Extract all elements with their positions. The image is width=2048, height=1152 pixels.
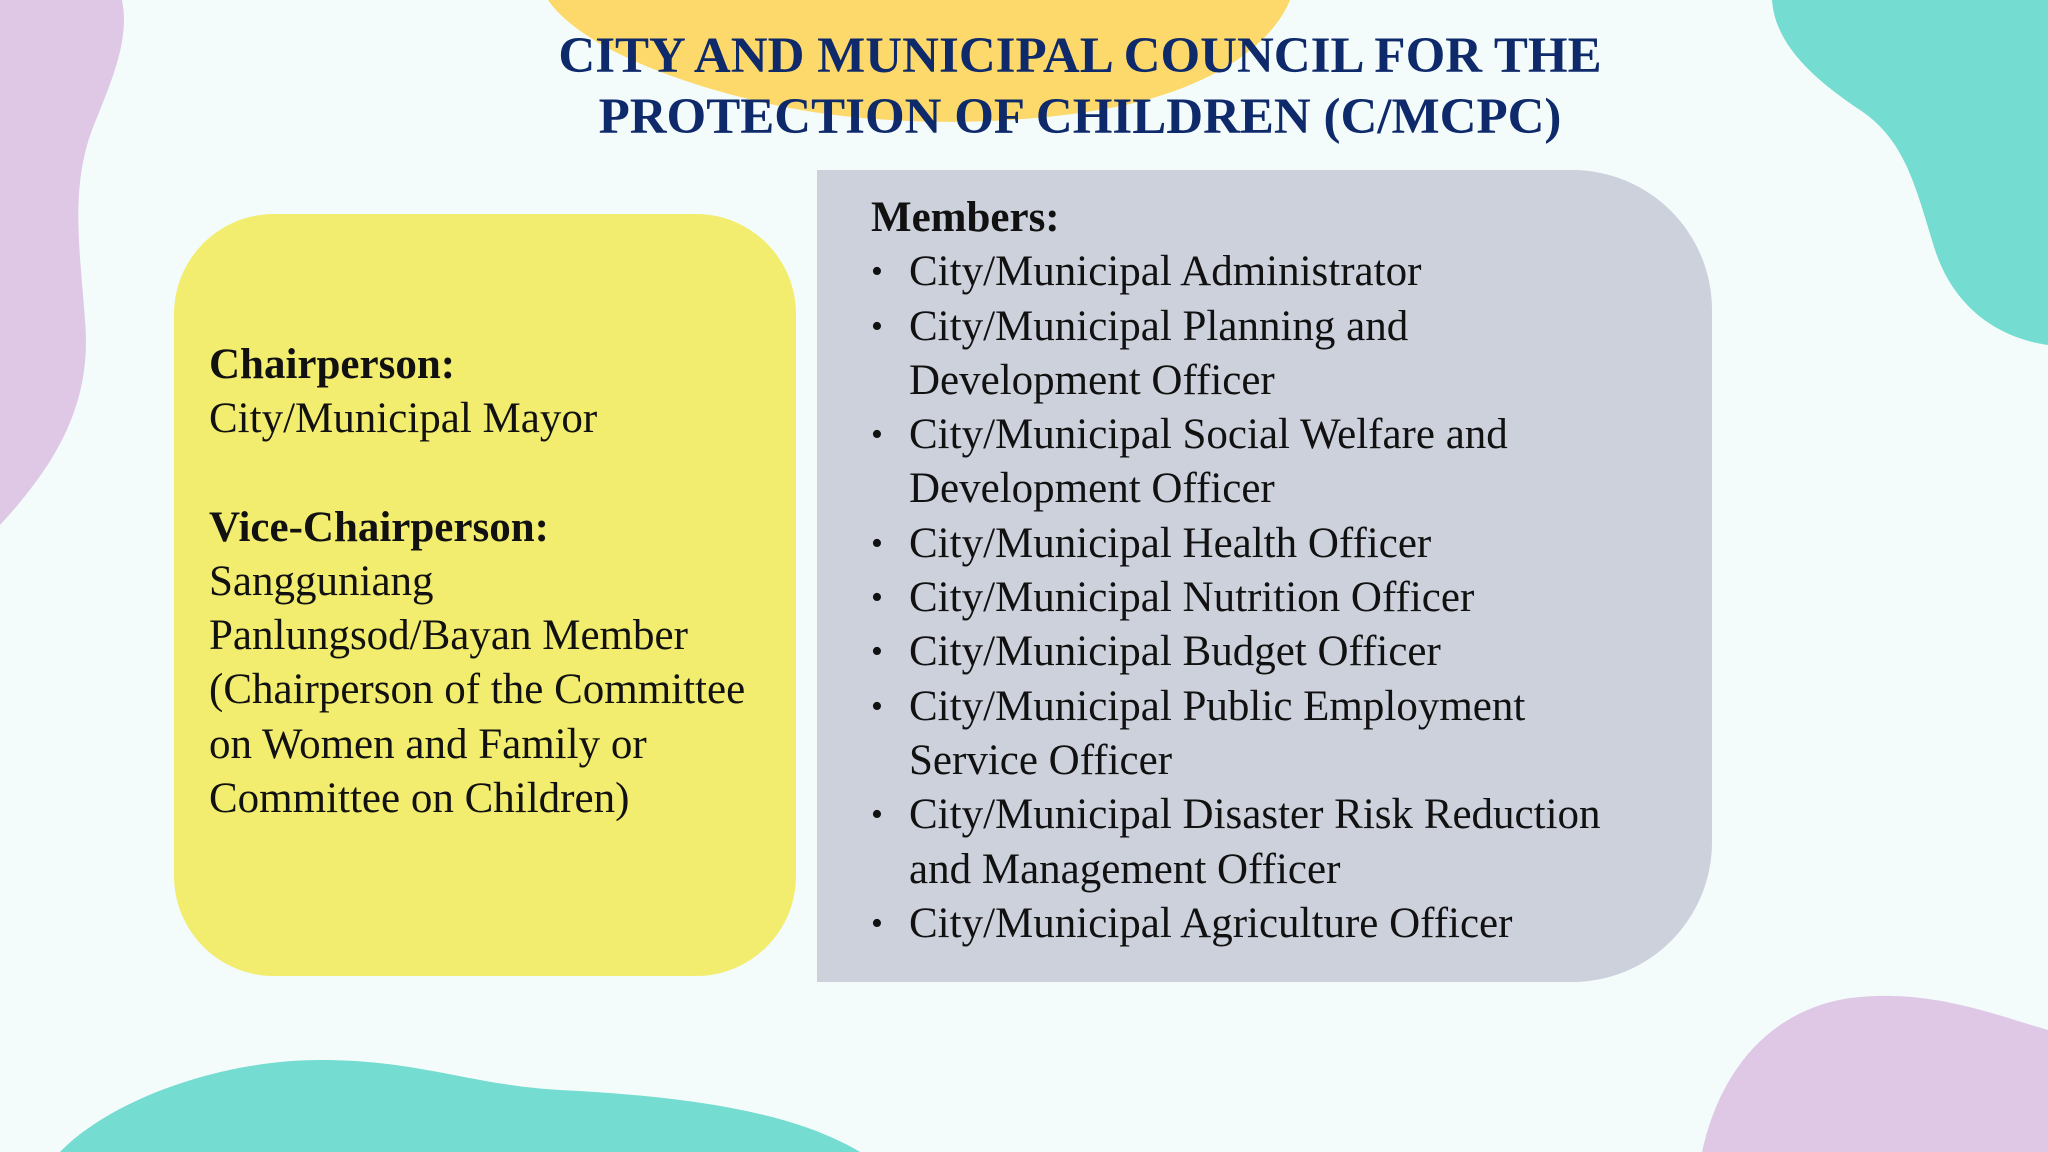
bullet-icon: •	[871, 524, 883, 562]
bullet-icon: •	[871, 687, 883, 725]
vice-chairperson-line: Committee on Children)	[209, 775, 630, 823]
vice-chairperson-label: Vice-Chairperson:	[209, 503, 549, 551]
bullet-icon: •	[871, 904, 883, 942]
list-item	[871, 680, 1909, 789]
list-item	[871, 897, 1909, 951]
member-line: City/Municipal Nutrition Officer	[909, 574, 1475, 622]
members-card	[817, 170, 1712, 982]
member-line: City/Municipal Budget Officer	[909, 628, 1441, 676]
bullet-icon: •	[871, 416, 883, 454]
lavender-blob-bottom-right	[1702, 996, 2048, 1152]
list-item	[871, 300, 1909, 409]
list-item	[871, 408, 1909, 517]
member-line: City/Municipal Health Officer	[909, 519, 1432, 567]
member-line: City/Municipal Planning and	[909, 302, 1409, 350]
member-line: Service Officer	[909, 736, 1173, 784]
spacer	[209, 447, 796, 501]
chairperson-card	[174, 214, 796, 976]
vice-chairperson-line: Panlungsod/Bayan Member	[209, 612, 688, 660]
vice-chairperson-line: (Chairperson of the Committee	[209, 666, 746, 714]
bullet-icon: •	[871, 307, 883, 345]
list-item	[871, 571, 1909, 625]
vice-chairperson-line: on Women and Family or	[209, 720, 647, 768]
chairperson-label: Chairperson:	[209, 341, 456, 388]
list-item	[871, 245, 1909, 299]
members-label: Members:	[871, 194, 1060, 241]
title-line-2: PROTECTION OF CHILDREN (C/MCPC)	[598, 89, 1562, 145]
lavender-blob-left	[0, 0, 124, 525]
title-line-1: CITY AND MUNICIPAL COUNCIL FOR THE	[558, 28, 1602, 84]
member-line: City/Municipal Public Employment	[909, 682, 1526, 730]
members-list	[871, 245, 1712, 951]
member-line: City/Municipal Disaster Risk Reduction	[909, 791, 1601, 839]
member-line: City/Municipal Social Welfare and	[909, 411, 1508, 459]
teal-blob-bottom-left	[60, 1060, 860, 1152]
bullet-icon: •	[871, 633, 883, 671]
member-line: Development Officer	[909, 356, 1275, 404]
bullet-icon: •	[871, 579, 883, 617]
slide-title	[400, 26, 1760, 148]
list-item	[871, 517, 1909, 571]
bullet-icon: •	[871, 253, 883, 291]
bullet-icon: •	[871, 796, 883, 834]
member-line: Development Officer	[909, 465, 1275, 513]
member-line: City/Municipal Agriculture Officer	[909, 899, 1513, 947]
list-item	[871, 788, 1909, 897]
vice-chairperson-value	[209, 555, 796, 826]
chairperson-value: City/Municipal Mayor	[209, 395, 598, 443]
member-line: City/Municipal Administrator	[909, 248, 1422, 296]
list-item	[871, 625, 1909, 679]
vice-chairperson-line: Sangguniang	[209, 557, 434, 605]
member-line: and Management Officer	[909, 845, 1341, 893]
